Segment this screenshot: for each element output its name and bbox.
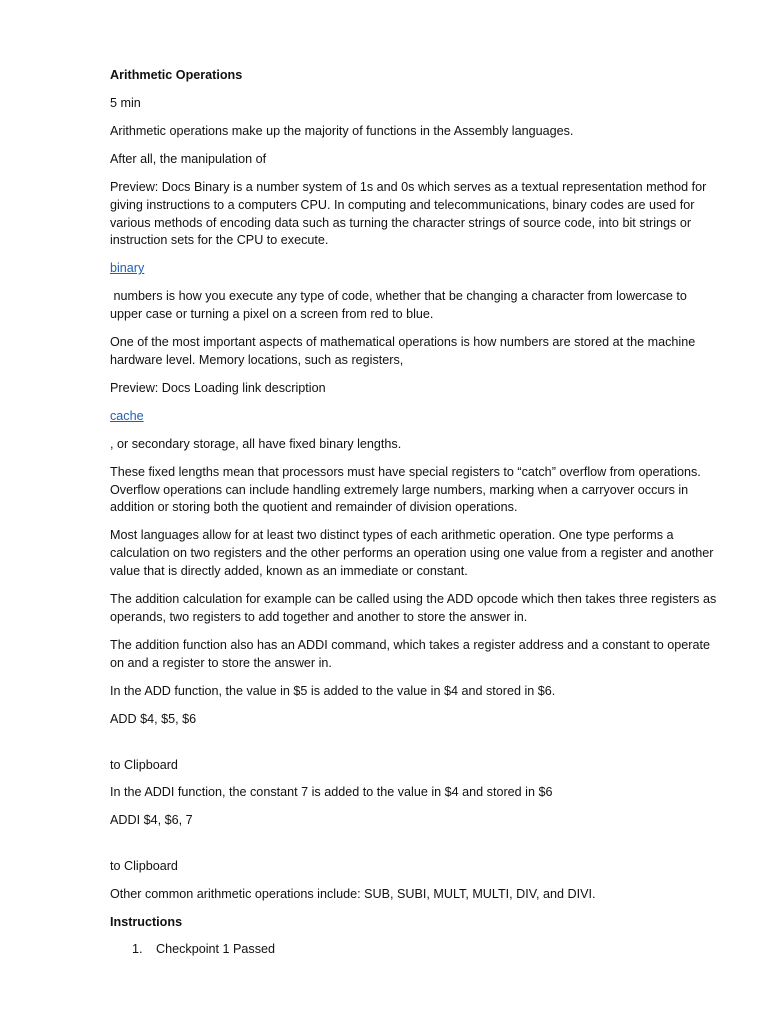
add-code-snippet: ADD $4, $5, $6 <box>110 711 197 726</box>
duration-text: 5 min <box>110 95 141 110</box>
checkpoint-label: Checkpoint 1 Passed <box>156 942 276 957</box>
binary-link[interactable]: binary <box>110 261 145 276</box>
instructions-heading: Instructions <box>110 915 183 930</box>
page-title: Arithmetic Operations <box>110 68 243 82</box>
languages-paragraph: Most languages allow for at least two distinct types of each arithmetic operation. One type performs a calculation on two registers and the other performs an operation using one value from a register and another value that is directly added, known as an immediate or constant. <box>110 528 714 578</box>
cache-link[interactable]: cache <box>110 408 144 423</box>
add-description: In the ADD function, the value in $5 is added to the value in $4 and stored in $6. <box>110 683 556 698</box>
fixed-lengths-paragraph: These fixed lengths mean that processors must have special registers to “catch” overflow from operations. Overflow operations can include handling extremely large numbers, marking when a carryover occurs in addition or storing both the quotient and remainder of division operations. <box>110 464 701 515</box>
other-ops-paragraph: Other common arithmetic operations include: SUB, SUBI, MULT, MULTI, DIV, and DIVI. <box>110 887 596 902</box>
loading-preview-paragraph: Preview: Docs Loading link description <box>110 380 326 395</box>
copy-to-clipboard-button[interactable]: to Clipboard <box>110 859 178 874</box>
copy-to-clipboard-button[interactable]: to Clipboard <box>110 757 178 772</box>
addition-paragraph: The addition calculation for example can be called using the ADD opcode which then takes three registers as operands, two registers to add together and another to store the answer in. <box>110 591 717 624</box>
after-all-paragraph: After all, the manipulation of <box>110 151 267 166</box>
checkpoint-item[interactable] <box>132 941 720 959</box>
important-paragraph: One of the most important aspects of mathematical operations is how numbers are stored at the machine hardware level. Memory locations, such as registers, <box>110 335 696 367</box>
spacer <box>110 739 720 757</box>
instructions-list <box>110 941 720 959</box>
intro-paragraph: Arithmetic operations make up the majority of functions in the Assembly languages. <box>110 123 574 138</box>
addi-code-snippet: ADDI $4, $6, 7 <box>110 813 193 828</box>
spacer <box>110 840 720 858</box>
document-page <box>110 67 720 959</box>
addi-paragraph: The addition function also has an ADDI command, which takes a register address and a constant to operate on and a register to store the answer in. <box>110 637 710 670</box>
secondary-storage-paragraph: , or secondary storage, all have fixed binary lengths. <box>110 436 402 451</box>
checkpoint-number: 1. <box>132 942 143 957</box>
addi-description: In the ADDI function, the constant 7 is added to the value in $4 and stored in $6 <box>110 785 553 800</box>
binary-preview-paragraph: Preview: Docs Binary is a number system of 1s and 0s which serves as a textual representation method for giving instructions to a computers CPU. In computing and telecommunications, binary codes are used for various methods of encoding data such as turning the character strings of source code, into bit strings or instruction sets for the CPU to execute. <box>110 179 707 248</box>
numbers-paragraph: numbers is how you execute any type of code, whether that be changing a character from lowercase to upper case or turning a pixel on a screen from red to blue. <box>110 289 691 322</box>
